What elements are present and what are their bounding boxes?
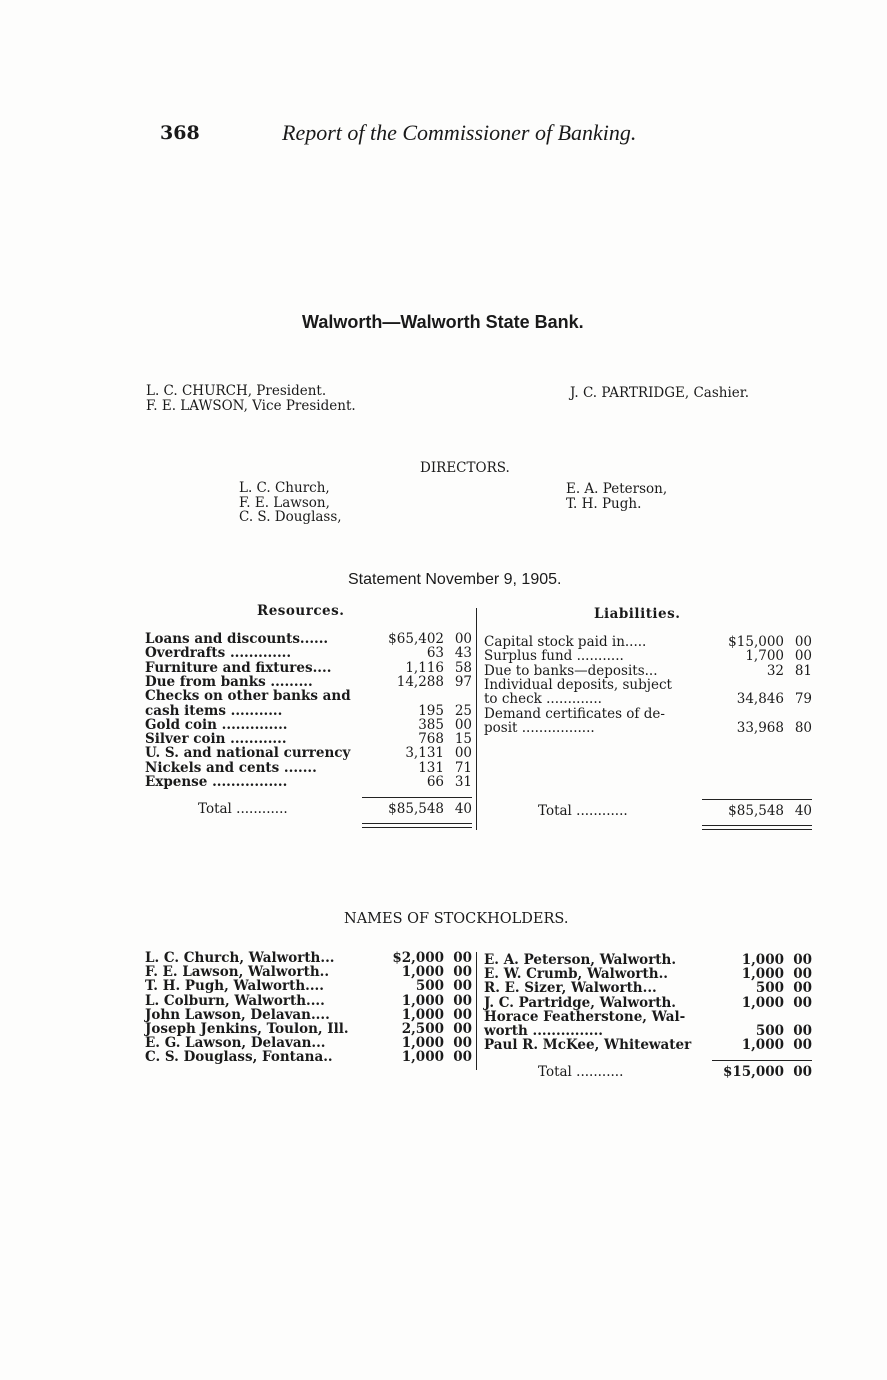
liability-row-label: to check ............. <box>484 691 602 708</box>
stockholder-row-dollars: 500 <box>755 980 784 997</box>
resource-row-cents: 00 <box>454 631 472 647</box>
stockholder-row-dollars: 1,000 <box>741 1037 784 1054</box>
liability-row-cents: 81 <box>794 662 812 679</box>
stockholder-row-cents: 00 <box>453 964 472 981</box>
stockholder-row-label: E. W. Crumb, Walworth.. <box>484 966 668 983</box>
officers-left <box>146 384 356 413</box>
liabilities-total-label: Total ............ <box>538 803 628 819</box>
director-item: T. H. Pugh. <box>566 495 642 512</box>
director-item: E. A. Peterson, <box>566 481 668 497</box>
stockholder-row-dollars: 1,000 <box>401 964 444 981</box>
stockholder-row-label: E. A. Peterson, Walworth. <box>484 952 677 968</box>
stockholder-row-dollars: 500 <box>755 1023 784 1039</box>
stockholder-row-dollars: 1,000 <box>401 1006 444 1023</box>
stockholder-row-dollars: 2,500 <box>401 1021 444 1037</box>
resource-row-dollars: 768 <box>418 731 444 748</box>
resource-row-dollars: 195 <box>418 702 444 719</box>
stockholder-row-cents: 00 <box>793 952 812 968</box>
resource-row-label: Silver coin ............ <box>145 731 287 748</box>
page-number: 368 <box>160 122 200 144</box>
stockholder-row-label: C. S. Douglass, Fontana.. <box>145 1049 333 1066</box>
resource-row-label: Overdrafts ............. <box>145 645 292 662</box>
resource-row-cents: 97 <box>454 673 472 690</box>
resources-total-cents: 40 <box>454 801 472 817</box>
liability-row-cents: 00 <box>794 648 812 665</box>
stockholder-row-label: Paul R. McKee, Whitewater <box>484 1037 692 1054</box>
liability-row-cents: 80 <box>794 719 812 736</box>
resource-row-label: U. S. and national currency <box>145 745 351 762</box>
resource-row-cents: 71 <box>454 759 472 776</box>
stockholder-row-dollars: 1,000 <box>741 952 784 968</box>
stockholders-total-cents: 00 <box>793 1064 812 1080</box>
stockholder-row-cents: 00 <box>793 994 812 1011</box>
resource-row-cents: 31 <box>454 774 472 790</box>
resource-row-label: Expense ................ <box>145 774 288 790</box>
resources-total-label: Total ............ <box>198 801 288 817</box>
director-item: C. S. Douglass, <box>239 509 342 525</box>
liability-row-dollars: 33,968 <box>736 719 784 736</box>
director-item: F. E. Lawson, <box>239 494 330 511</box>
stockholder-row-dollars: $2,000 <box>392 950 444 966</box>
stockholder-row-dollars: 1,000 <box>401 992 444 1009</box>
resources-heading: Resources. <box>257 603 345 619</box>
stockholders-total-label: Total ........... <box>538 1064 624 1080</box>
stockholder-row-dollars: 1,000 <box>741 966 784 983</box>
directors-right <box>566 482 667 511</box>
resource-row-dollars: $65,402 <box>388 631 444 647</box>
liabilities-total-cents: 40 <box>794 803 812 819</box>
liability-row-label: Individual deposits, subject <box>484 676 672 693</box>
resource-row-label: Furniture and fixtures.... <box>145 659 332 676</box>
total-double-rule <box>702 825 812 826</box>
liabilities-total-dollars: $85,548 <box>728 803 784 819</box>
stockholder-row-label: Joseph Jenkins, Toulon, Ill. <box>145 1021 349 1037</box>
liability-row-label: Due to banks—deposits... <box>484 662 658 679</box>
column-divider <box>476 952 477 1070</box>
resource-row-label: cash items ........... <box>145 702 283 719</box>
total-double-rule <box>362 827 472 828</box>
stockholder-row-cents: 00 <box>793 1037 812 1054</box>
liability-row-cents: 00 <box>794 634 812 650</box>
resource-row-dollars: 1,116 <box>405 659 444 676</box>
stockholder-row-cents: 00 <box>453 978 472 995</box>
liability-row-dollars: $15,000 <box>728 634 784 650</box>
bank-title: Walworth—Walworth State Bank. <box>302 312 584 332</box>
directors-left <box>239 481 342 525</box>
resource-row-cents: 00 <box>454 745 472 762</box>
resource-row-label: Checks on other banks and <box>145 688 351 705</box>
resource-row-cents: 15 <box>454 731 472 748</box>
stockholder-row-cents: 00 <box>453 1021 472 1037</box>
liability-row-label: Capital stock paid in..... <box>484 634 647 650</box>
stockholder-row-cents: 00 <box>453 950 472 966</box>
stockholder-row-label: John Lawson, Delavan.... <box>145 1006 330 1023</box>
liability-row-dollars: 1,700 <box>745 648 784 665</box>
liability-row-label: Demand certificates of de- <box>484 705 665 722</box>
total-rule <box>712 1060 812 1061</box>
liability-row-cents: 79 <box>794 691 812 708</box>
resource-row-label: Due from banks ......... <box>145 673 313 690</box>
liabilities-heading: Liabilities. <box>594 606 681 622</box>
stockholder-row-cents: 00 <box>453 1049 472 1066</box>
stockholder-row-label: L. C. Church, Walworth... <box>145 950 335 966</box>
resource-row-dollars: 3,131 <box>405 745 444 762</box>
stockholder-row-cents: 00 <box>793 966 812 983</box>
stockholder-row-dollars: 1,000 <box>401 1035 444 1052</box>
liability-row-dollars: 34,846 <box>736 691 784 708</box>
liability-row-label: Surplus fund ........... <box>484 648 624 665</box>
stockholder-row-label: L. Colburn, Walworth.... <box>145 992 325 1009</box>
resource-row-label: Loans and discounts...... <box>145 631 329 647</box>
resource-row-cents: 25 <box>454 702 472 719</box>
officer-president: L. C. CHURCH, President. <box>146 383 327 399</box>
stockholders-heading: NAMES OF STOCKHOLDERS. <box>344 911 569 927</box>
stockholder-row-cents: 00 <box>793 1023 812 1039</box>
stockholder-row-label: E. G. Lawson, Delavan... <box>145 1035 326 1052</box>
liability-row-label: posit ................. <box>484 719 595 736</box>
stockholder-row-cents: 00 <box>453 1006 472 1023</box>
resource-row-cents: 58 <box>454 659 472 676</box>
resource-row-cents: 43 <box>454 645 472 662</box>
stockholder-row-label: R. E. Sizer, Walworth... <box>484 980 657 997</box>
stockholder-row-label: J. C. Partridge, Walworth. <box>484 994 676 1011</box>
column-divider <box>476 608 477 830</box>
statement-title: Statement November 9, 1905. <box>348 571 562 588</box>
officer-cashier: J. C. PARTRIDGE, Cashier. <box>570 385 750 401</box>
liability-row-dollars: 32 <box>766 662 784 679</box>
total-rule <box>702 799 812 800</box>
running-title: Report of the Commissioner of Banking. <box>282 120 637 145</box>
directors-heading: DIRECTORS. <box>420 460 510 476</box>
stockholders-total-dollars: $15,000 <box>722 1064 784 1080</box>
resource-row-dollars: 14,288 <box>396 673 444 690</box>
total-double-rule <box>702 829 812 830</box>
total-rule <box>362 797 472 798</box>
resource-row-dollars: 63 <box>426 645 444 662</box>
resource-row-dollars: 385 <box>418 716 444 733</box>
stockholder-row-cents: 00 <box>453 1035 472 1052</box>
stockholder-row-label: Horace Featherstone, Wal- <box>484 1008 686 1025</box>
stockholder-row-cents: 00 <box>793 980 812 997</box>
director-item: L. C. Church, <box>239 480 330 496</box>
stockholder-row-dollars: 1,000 <box>741 994 784 1011</box>
resource-row-dollars: 131 <box>418 759 444 776</box>
resource-row-cents: 00 <box>454 716 472 733</box>
resource-row-label: Nickels and cents ....... <box>145 759 317 776</box>
stockholder-row-dollars: 1,000 <box>401 1049 444 1066</box>
total-double-rule <box>362 823 472 824</box>
stockholder-row-dollars: 500 <box>415 978 444 995</box>
resource-row-dollars: 66 <box>426 774 444 790</box>
stockholder-row-label: F. E. Lawson, Walworth.. <box>145 964 330 981</box>
officer-vice-president: F. E. LAWSON, Vice President. <box>146 397 356 414</box>
stockholder-row-label: T. H. Pugh, Walworth.... <box>145 978 324 995</box>
resource-row-label: Gold coin .............. <box>145 716 288 733</box>
resources-total-dollars: $85,548 <box>388 801 444 817</box>
stockholder-row-cents: 00 <box>453 992 472 1009</box>
stockholder-row-label: worth ............... <box>484 1023 603 1039</box>
